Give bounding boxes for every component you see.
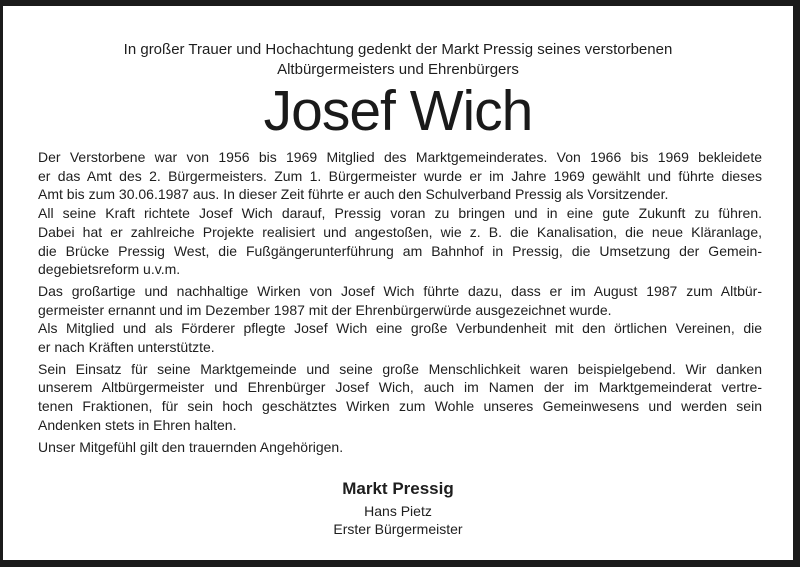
text-line: Dabei hat er zahlreiche Projekte realisiert und angestoßen, wie z. B. die Kanalisation, die neue Kläranlage, xyxy=(38,223,762,240)
text-line: All seine Kraft richtete Josef Wich darauf, Pressig voran zu bringen und in eine gute Zukunft zu führen. xyxy=(38,205,762,222)
text-line: degebietsreform u.v.m. xyxy=(38,261,181,278)
text-line: die Brücke Pressig West, die Fußgängerunterführung am Bahnhof in Pressig, die Umsetzung der Gemein- xyxy=(38,242,762,259)
text-line: Der Verstorbene war von 1956 bis 1969 Mitglied des Marktgemeinderates. Von 1966 bis 1969 bekleidete xyxy=(38,149,762,165)
text-line: tenen Fraktionen, für sein hoch geschätztes Wirken zum Wohle unseres Gemeinwesens und werden sein xyxy=(38,398,762,415)
obituary-notice xyxy=(3,6,793,560)
text-line: unserem Altbürgermeister und Ehrenbürger Josef Wich, auch im Namen der im Marktgemeinderat vertre- xyxy=(38,379,762,396)
paragraph-honors xyxy=(38,282,762,357)
paragraph-career xyxy=(38,148,762,279)
text-line: Das großartige und nachhaltige Wirken von Josef Wich führte dazu, dass er im August 1987 zum Altbür- xyxy=(38,282,762,299)
text-line: er das Amt des 2. Bürgermeisters. Zum 1. Bürgermeister wurde er im Jahre 1969 gewählt und führte dieses xyxy=(38,167,762,184)
paragraph-thanks xyxy=(38,360,762,435)
paragraph-condolence xyxy=(38,438,762,457)
signature-title: Erster Bürgermeister xyxy=(333,521,463,537)
intro-line: Altbürgermeisters und Ehrenbürgers xyxy=(277,61,519,78)
text-line: Andenken stets in Ehren halten. xyxy=(38,416,237,433)
text-line: er nach Kräften unterstützte. xyxy=(38,339,215,356)
signature-organization: Markt Pressig xyxy=(342,479,454,498)
obituary-body xyxy=(38,148,762,459)
text-line: Amt bis zum 30.06.1987 aus. In dieser Zeit führte er auch den Schulverband Pressig als Vorsitzender. xyxy=(38,186,669,203)
text-line: germeister ernannt und im Dezember 1987 mit der Ehrenbürgerwürde ausgezeichnet wurde. xyxy=(38,301,612,318)
signature-name: Hans Pietz xyxy=(364,503,432,519)
text-line: Als Mitglied und als Förderer pflegte Josef Wich eine große Verbundenheit mit den örtlichen Vereinen, die xyxy=(38,320,762,337)
deceased-name: Josef Wich xyxy=(263,79,533,143)
intro-line: In großer Trauer und Hochachtung gedenkt der Markt Pressig seines verstorbenen xyxy=(123,41,673,58)
text-line: Unser Mitgefühl gilt den trauernden Angehörigen. xyxy=(38,438,344,455)
text-line: Sein Einsatz für seine Marktgemeinde und seine große Menschlichkeit waren beispielgebend. Wir danken xyxy=(38,360,762,377)
